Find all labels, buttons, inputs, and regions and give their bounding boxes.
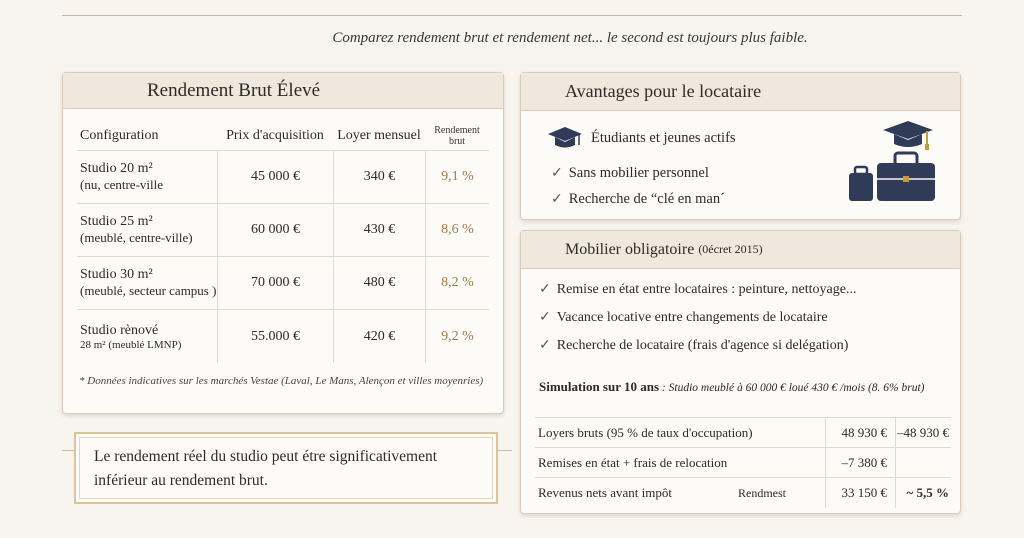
benefit-furniture: [551, 165, 709, 182]
yield-table: [77, 121, 489, 363]
benefit-label: Sans mobilier personnel: [568, 165, 709, 181]
sim-row-label: Revenus nets avant impôt: [538, 485, 672, 500]
sim-net-yield: ~ 5,5 %: [895, 478, 951, 508]
graduation-cap-icon: [881, 119, 935, 151]
mandatory-furniture-header: [521, 231, 960, 269]
header-config: Configuration: [80, 127, 159, 143]
luggage-icon: [847, 149, 937, 203]
header-yield: Rendement brut: [434, 124, 480, 147]
benefit-label: Recherche de “clé en man´: [568, 191, 725, 207]
row-name: Studio 25 m²: [80, 214, 153, 229]
simulation-label: Simulation sur 10 ans: [539, 379, 660, 394]
sim-row-label: Remises en état + frais de relocation: [538, 454, 728, 470]
cost-item-label: Recherche de locataire (frais d'agence si delégation): [556, 337, 849, 353]
sim-row-value: –7 380 €: [825, 448, 895, 477]
row-rent: 430 €: [333, 204, 425, 256]
cost-item-label: Remise en état entre locataires : peinture, nettoyage...: [556, 281, 857, 297]
table-row: [535, 478, 951, 508]
check-icon: ✓: [539, 282, 551, 297]
benefit-label: Étudiants et jeunes actifs: [591, 129, 736, 146]
callout-box: [74, 432, 498, 504]
table-row: [77, 257, 489, 310]
graduation-cap-icon: [547, 125, 583, 151]
sim-row-value2: –48 930 €: [895, 418, 951, 447]
sim-row-label: Loyers bruts (95 % de taux d'occupation): [538, 424, 753, 440]
row-detail: 28 m² (meublé LMNP): [80, 338, 182, 351]
callout-text: Le rendement réel du studio peut étre significativement inférieur au rendement brut.: [79, 437, 493, 499]
row-name: Studio 20 m²: [80, 161, 153, 176]
cost-item: [539, 309, 828, 326]
simulation-text: : Studio meublé à 60 000 € loué 430 € /mois (8. 6% brut): [661, 382, 925, 394]
cost-item: [539, 281, 856, 298]
row-detail: (meublé, secteur campus ): [80, 283, 217, 298]
sim-row-value2: [895, 448, 951, 477]
row-rent: 340 €: [333, 151, 425, 203]
sim-row-value: 48 930 €: [825, 418, 895, 447]
simulation-caption: [539, 379, 949, 396]
row-price: 70 000 €: [217, 257, 333, 309]
table-header: [77, 121, 489, 151]
row-rent: 420 €: [333, 310, 425, 363]
check-icon: ✓: [539, 310, 551, 325]
header-rent: Loyer mensuel: [337, 127, 421, 143]
table-row: [535, 448, 951, 478]
table-row: [535, 418, 951, 448]
table-row: [77, 204, 489, 257]
data-note: * Données indicatives sur les marchés Vestae (Laval, Le Mans, Alençon et villes moyenries): [79, 375, 484, 387]
gross-yield-card: [62, 72, 504, 414]
row-price: 45 000 €: [217, 151, 333, 203]
gross-yield-title: Rendement Brut Élevé: [63, 73, 503, 109]
mandatory-furniture-title: Mobilier obligatoire: [565, 240, 695, 258]
top-divider: [62, 15, 962, 16]
sim-row-value: 33 150 €: [825, 478, 895, 508]
row-detail: (nu, centre-ville: [80, 177, 164, 192]
check-icon: ✓: [539, 338, 551, 353]
check-icon: ✓: [551, 192, 563, 207]
row-price: 60 000 €: [217, 204, 333, 256]
sim-row-extra: Rendmest: [738, 486, 786, 500]
header-price: Prix d'acquisition: [226, 127, 324, 143]
sim-row-label-group: [535, 485, 825, 501]
row-yield: 8,2 %: [425, 257, 489, 309]
page-subtitle: Comparez rendement brut et rendement net... le second est toujours plus faible.: [332, 30, 808, 46]
row-name: Studio 30 m²: [80, 267, 153, 282]
row-name: Studio rènové: [80, 322, 159, 338]
decree-note: (0écret 2015): [698, 242, 763, 256]
row-yield: 8,6 %: [425, 204, 489, 256]
row-detail: (meublé, centre-ville): [80, 230, 193, 245]
row-yield: 9,2 %: [425, 310, 489, 363]
benefit-turnkey: [551, 191, 725, 208]
tenant-benefits-card: [520, 72, 961, 220]
callout-line-left: [62, 450, 74, 451]
row-yield: 9,1 %: [425, 151, 489, 203]
cost-item: [539, 337, 848, 354]
row-rent: 480 €: [333, 257, 425, 309]
benefit-students: [547, 125, 736, 151]
row-price: 55.000 €: [217, 310, 333, 363]
simulation-table: [535, 417, 951, 508]
callout-line-right: [498, 450, 512, 451]
tenant-benefits-title: Avantages pour le locataire: [521, 73, 960, 111]
mandatory-furniture-card: [520, 230, 961, 514]
table-row: [77, 151, 489, 204]
cost-item-label: Vacance locative entre changements de locataire: [556, 309, 828, 325]
check-icon: ✓: [551, 166, 563, 181]
table-row: [77, 310, 489, 363]
